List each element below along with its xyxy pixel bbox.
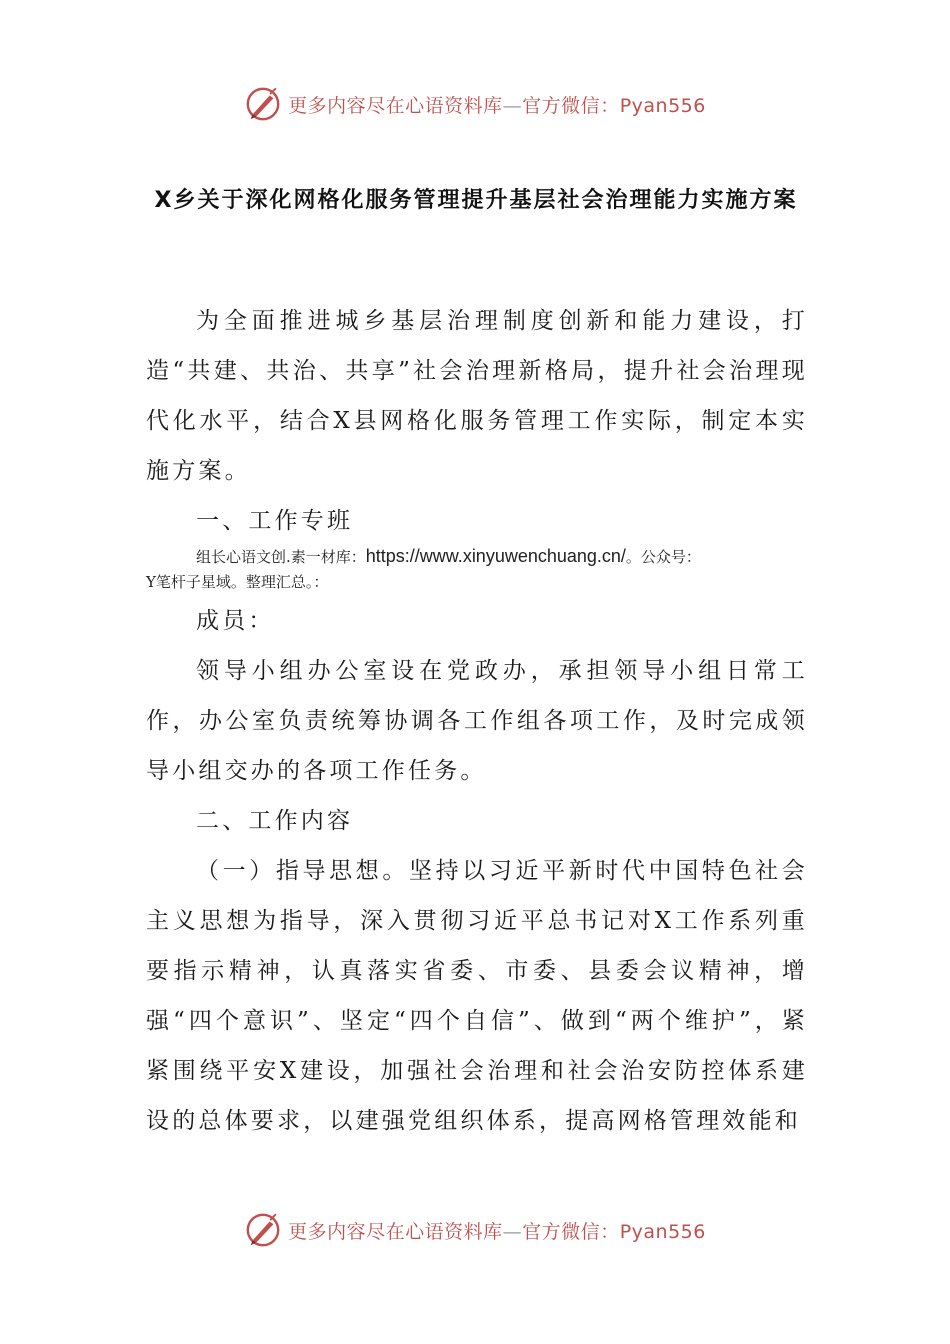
- banner-handle: Pyan556: [619, 94, 706, 117]
- intro-paragraph: 为全面推进城乡基层治理制度创新和能力建设，打造“共建、共治、共享”社会治理新格局，提升社会治理现代化水平，结合X县网格化服务管理工作实际，制定本实施方案。: [146, 308, 808, 484]
- banner-text: [288, 91, 706, 118]
- note-line-1-suffix: 。公众号：: [625, 548, 701, 566]
- section-1-heading: 一、工作专班: [196, 508, 354, 534]
- header-banner: [0, 80, 950, 128]
- members-label: 成员：: [196, 608, 275, 634]
- banner-text: [288, 1217, 706, 1244]
- pen-logo-icon: [244, 85, 282, 123]
- section-2-heading: 二、工作内容: [196, 808, 354, 834]
- note-url: https://www.xinyuwenchuang.cn/: [365, 546, 626, 566]
- footer-banner: [0, 1206, 950, 1254]
- banner-prefix: 更多内容尽在心语资料库: [288, 1220, 503, 1243]
- banner-dash: —: [502, 1220, 523, 1243]
- note-line-1-prefix: 组长心语文创.素一材库：: [196, 548, 366, 566]
- office-paragraph: 领导小组办公室设在党政办，承担领导小组日常工作，办公室负责统筹协调各工作组各项工作，及时完成领导小组交办的各项工作任务。: [146, 658, 808, 784]
- banner-dash: —: [502, 94, 523, 117]
- guiding-thought-paragraph: （一）指导思想。坚持以习近平新时代中国特色社会主义思想为指导，深入贯彻习近平总书记对X工作系列重要指示精神，认真落实省委、市委、县委会议精神，增强“四个意识”、坚定“四个自信”、做到“两个维护”，紧紧围绕平安X建设，加强社会治理和社会治安防控体系建设的总体要求，以建强党组织体系，提高网格管理效能和: [146, 858, 808, 1134]
- note-line-2: Y笔杆子星域。整理汇总。：: [146, 573, 329, 591]
- banner-prefix: 更多内容尽在心语资料库: [288, 94, 503, 117]
- banner-suffix: 官方微信：: [522, 94, 620, 117]
- banner-handle: Pyan556: [619, 1220, 706, 1243]
- banner-suffix: 官方微信：: [522, 1220, 620, 1243]
- document-title: X乡关于深化网格化服务管理提升基层社会治理能力实施方案: [154, 188, 798, 213]
- note-line-1: [146, 543, 808, 570]
- pen-logo-icon: [244, 1211, 282, 1249]
